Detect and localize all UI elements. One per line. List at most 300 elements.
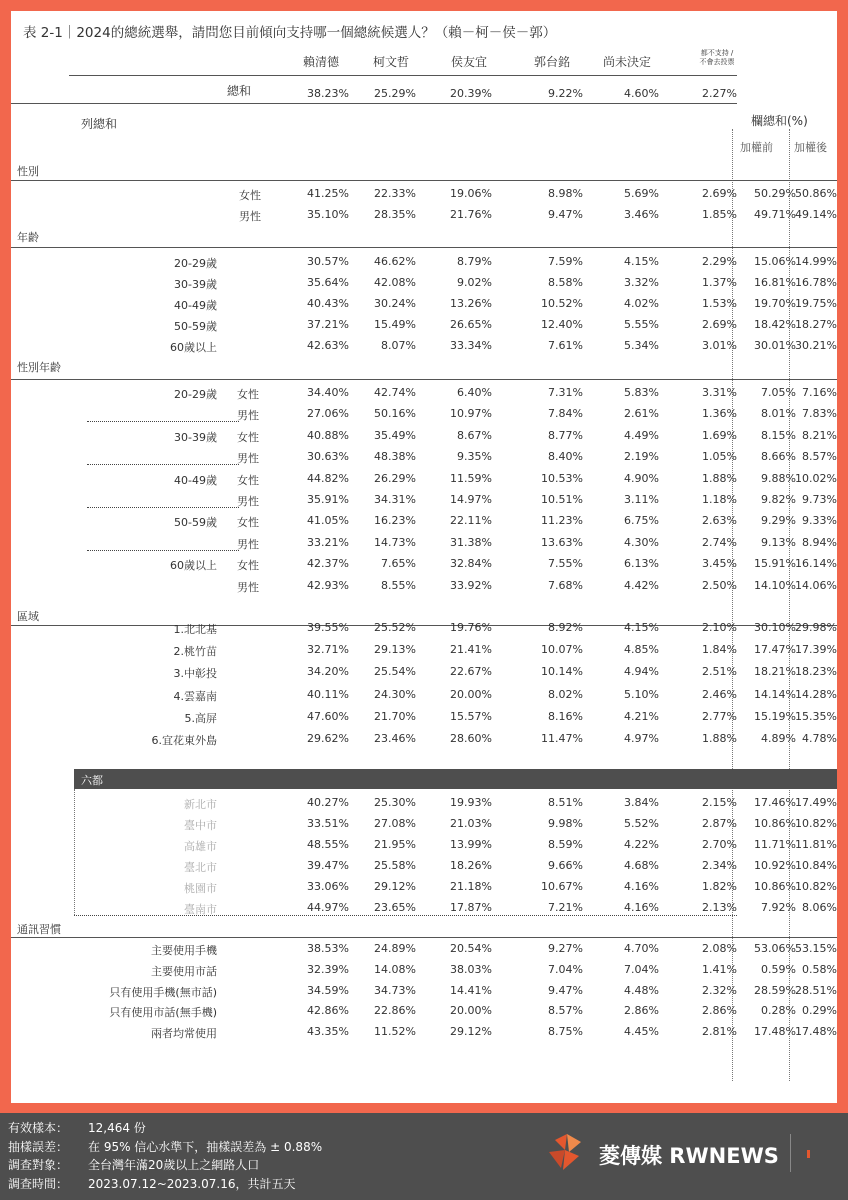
data-cell: 30.63% [307, 450, 349, 464]
weight-after-cell: 8.57% [802, 450, 837, 464]
row-label: 桃園市 [184, 882, 217, 895]
data-cell: 8.77% [548, 428, 583, 442]
row-group-label: 50-59歲 [174, 516, 217, 530]
data-cell: 2.19% [624, 450, 659, 464]
weight-before-cell: 14.14% [754, 687, 796, 701]
weight-after-cell: 14.28% [795, 687, 837, 701]
weight-before-cell: 30.10% [754, 621, 796, 634]
weight-before-label: 加權前 [740, 141, 773, 154]
data-cell: 4.85% [624, 643, 659, 657]
total-cell: 4.60% [624, 87, 659, 100]
row-label: 2.桃竹苗 [173, 645, 217, 659]
data-cell: 23.46% [374, 732, 416, 745]
total-label: 總和 [226, 84, 251, 98]
data-cell: 1.85% [702, 208, 737, 221]
row-label: 男性 [237, 495, 259, 508]
data-cell: 18.26% [450, 859, 492, 872]
six-side-rule [74, 789, 75, 915]
row-label: 50-59歲 [174, 320, 217, 333]
data-cell: 34.20% [307, 665, 349, 679]
data-cell: 15.49% [374, 318, 416, 331]
data-cell: 4.16% [624, 901, 659, 914]
data-cell: 2.70% [702, 838, 737, 851]
data-cell: 29.12% [374, 880, 416, 893]
row-label: 兩者均常使用 [151, 1027, 217, 1041]
row-group-label: 30-39歲 [174, 430, 217, 444]
data-cell: 17.87% [450, 901, 492, 914]
data-cell: 40.43% [307, 297, 349, 310]
weight-after-cell: 17.39% [795, 643, 837, 657]
data-cell: 8.07% [381, 339, 416, 352]
section-rule [11, 379, 837, 380]
data-cell: 1.36% [702, 407, 737, 421]
weight-before-cell: 9.82% [761, 493, 796, 506]
data-cell: 2.50% [702, 578, 737, 592]
data-cell: 8.79% [457, 255, 492, 268]
weight-before-cell: 0.59% [761, 962, 796, 976]
data-cell: 5.52% [624, 817, 659, 830]
data-cell: 3.45% [702, 557, 737, 571]
data-cell: 10.07% [541, 643, 583, 657]
weight-before-cell: 8.15% [761, 428, 796, 442]
data-cell: 28.60% [450, 732, 492, 745]
row-label: 男性 [239, 210, 261, 223]
weight-before-cell: 19.70% [754, 297, 796, 310]
data-cell: 19.93% [450, 796, 492, 809]
logo [545, 1130, 835, 1174]
data-cell: 42.74% [374, 386, 416, 399]
data-cell: 42.93% [307, 578, 349, 592]
data-cell: 10.53% [541, 471, 583, 485]
total-cell: 38.23% [307, 87, 349, 100]
data-cell: 1.82% [702, 880, 737, 893]
data-cell: 39.55% [307, 621, 349, 634]
weight-after-cell: 15.35% [795, 709, 837, 723]
data-cell: 25.58% [374, 859, 416, 872]
data-cell: 41.25% [307, 187, 349, 200]
data-cell: 38.53% [307, 942, 349, 955]
data-cell: 1.37% [702, 276, 737, 289]
data-cell: 34.31% [374, 493, 416, 506]
data-cell: 2.34% [702, 859, 737, 872]
data-cell: 28.35% [374, 208, 416, 221]
data-cell: 2.86% [702, 1004, 737, 1018]
weight-before-cell: 8.01% [761, 407, 796, 421]
weight-after-cell: 8.94% [802, 535, 837, 549]
row-label: 高雄市 [184, 840, 217, 853]
section-label: 通訊習慣 [17, 923, 61, 936]
weight-before-cell: 15.91% [754, 557, 796, 571]
data-cell: 5.83% [624, 386, 659, 399]
data-cell: 42.86% [307, 1004, 349, 1018]
row-label: 只有使用市話(無手機) [109, 1006, 217, 1020]
row-label: 男性 [237, 537, 259, 551]
col-total-label: 列總和 [81, 117, 118, 131]
data-cell: 11.59% [450, 471, 492, 485]
data-cell: 32.39% [307, 962, 349, 976]
weight-after-cell: 0.29% [802, 1004, 837, 1018]
rwnews-logo-icon [545, 1130, 593, 1174]
data-cell: 4.70% [624, 942, 659, 955]
data-cell: 15.57% [450, 709, 492, 723]
weight-after-cell: 10.82% [795, 817, 837, 830]
data-cell: 13.63% [541, 535, 583, 549]
footer-value: 全台灣年滿20歲以上之網路人口 [88, 1158, 260, 1172]
data-cell: 19.76% [450, 621, 492, 634]
data-cell: 31.38% [450, 535, 492, 549]
footer-row [8, 1119, 146, 1136]
logo-text: 菱傳媒 RWNEWS [599, 1144, 779, 1168]
row-label: 男性 [237, 409, 259, 423]
data-cell: 35.10% [307, 208, 349, 221]
data-cell: 9.98% [548, 817, 583, 830]
data-cell: 4.94% [624, 665, 659, 679]
six-bottom-rule [74, 915, 737, 916]
weight-after-cell: 0.58% [802, 962, 837, 976]
weight-after-label: 加權後 [794, 141, 827, 154]
data-cell: 8.02% [548, 687, 583, 701]
row-label: 女性 [239, 189, 261, 202]
data-cell: 3.01% [702, 339, 737, 352]
data-cell: 10.52% [541, 297, 583, 310]
footer-value: 在 95% 信心水準下，抽樣誤差為 ± 0.88% [88, 1139, 323, 1154]
data-cell: 30.57% [307, 255, 349, 268]
weight-after-cell: 10.82% [795, 880, 837, 893]
weight-before-cell: 15.06% [754, 255, 796, 268]
section-label: 區域 [17, 610, 39, 623]
data-cell: 7.31% [548, 386, 583, 399]
data-cell: 38.03% [450, 962, 492, 976]
data-cell: 7.59% [548, 255, 583, 268]
total-cell: 25.29% [374, 87, 416, 100]
data-cell: 40.11% [307, 687, 349, 701]
footer-value: 12,464 份 [88, 1121, 146, 1135]
weight-after-cell: 16.14% [795, 557, 837, 571]
row-label: 臺南市 [184, 903, 217, 916]
data-cell: 2.69% [702, 318, 737, 331]
data-cell: 3.32% [624, 276, 659, 289]
weight-after-cell: 17.48% [795, 1025, 837, 1039]
data-cell: 6.75% [624, 514, 659, 528]
header-rule [69, 75, 737, 76]
data-cell: 16.23% [374, 514, 416, 528]
data-cell: 2.10% [702, 621, 737, 634]
data-cell: 21.03% [450, 817, 492, 830]
weight-after-cell: 10.02% [795, 471, 837, 485]
data-cell: 48.55% [307, 838, 349, 851]
data-cell: 29.13% [374, 643, 416, 657]
data-cell: 4.49% [624, 428, 659, 442]
data-cell: 10.51% [541, 493, 583, 506]
column-separator [732, 129, 733, 1081]
total-cell: 2.27% [702, 87, 737, 100]
data-cell: 2.77% [702, 709, 737, 723]
data-cell: 32.84% [450, 557, 492, 571]
footer-key: 抽樣誤差： [8, 1139, 69, 1154]
weight-before-cell: 53.06% [754, 942, 796, 955]
data-cell: 1.41% [702, 962, 737, 976]
data-cell: 4.48% [624, 983, 659, 997]
weight-after-cell: 9.33% [802, 514, 837, 528]
data-cell: 25.52% [374, 621, 416, 634]
weight-after-cell: 4.78% [802, 732, 837, 745]
row-label: 3.中彰投 [173, 667, 217, 681]
data-cell: 6.13% [624, 557, 659, 571]
data-cell: 35.64% [307, 276, 349, 289]
data-cell: 1.88% [702, 732, 737, 745]
group-dotted-rule [87, 550, 239, 551]
data-cell: 3.84% [624, 796, 659, 809]
data-cell: 2.51% [702, 665, 737, 679]
data-cell: 2.86% [624, 1004, 659, 1018]
weight-before-cell: 0.28% [761, 1004, 796, 1018]
data-cell: 8.40% [548, 450, 583, 464]
data-cell: 8.75% [548, 1025, 583, 1039]
weight-before-cell: 17.47% [754, 643, 796, 657]
weight-before-cell: 18.21% [754, 665, 796, 679]
data-cell: 33.06% [307, 880, 349, 893]
row-label: 男性 [237, 452, 259, 466]
data-cell: 29.12% [450, 1025, 492, 1039]
data-cell: 39.47% [307, 859, 349, 872]
weight-after-cell: 10.84% [795, 859, 837, 872]
weight-before-cell: 16.81% [754, 276, 796, 289]
data-cell: 5.34% [624, 339, 659, 352]
weight-after-cell: 8.21% [802, 428, 837, 442]
column-header: 郭台銘 [533, 55, 570, 69]
weight-before-cell: 15.19% [754, 709, 796, 723]
data-cell: 11.23% [541, 514, 583, 528]
data-cell: 8.59% [548, 838, 583, 851]
data-cell: 9.35% [457, 450, 492, 464]
data-cell: 35.49% [374, 428, 416, 442]
row-label: 只有使用手機(無市話) [109, 985, 217, 999]
data-cell: 33.92% [450, 578, 492, 592]
total-rule [11, 103, 737, 104]
data-cell: 8.16% [548, 709, 583, 723]
weight-before-cell: 10.92% [754, 859, 796, 872]
data-cell: 7.04% [548, 962, 583, 976]
data-cell: 4.21% [624, 709, 659, 723]
data-cell: 8.51% [548, 796, 583, 809]
data-cell: 43.35% [307, 1025, 349, 1039]
row-label: 臺北市 [184, 861, 217, 874]
data-cell: 7.04% [624, 962, 659, 976]
weight-before-cell: 9.88% [761, 471, 796, 485]
weight-after-cell: 16.78% [795, 276, 837, 289]
data-cell: 1.53% [702, 297, 737, 310]
data-cell: 5.69% [624, 187, 659, 200]
weight-before-cell: 14.10% [754, 578, 796, 592]
footer-key: 調查對象： [8, 1158, 69, 1172]
data-cell: 2.74% [702, 535, 737, 549]
data-cell: 46.62% [374, 255, 416, 268]
data-cell: 1.84% [702, 643, 737, 657]
column-header-none [687, 49, 747, 67]
data-cell: 10.97% [450, 407, 492, 421]
data-cell: 22.86% [374, 1004, 416, 1018]
data-cell: 9.27% [548, 942, 583, 955]
weight-before-cell: 10.86% [754, 817, 796, 830]
data-cell: 12.40% [541, 318, 583, 331]
footer-row [8, 1156, 259, 1173]
data-cell: 2.87% [702, 817, 737, 830]
data-cell: 22.67% [450, 665, 492, 679]
group-dotted-rule [87, 421, 239, 422]
data-cell: 20.00% [450, 687, 492, 701]
data-cell: 3.46% [624, 208, 659, 221]
row-label: 女性 [237, 473, 259, 487]
data-cell: 33.34% [450, 339, 492, 352]
weight-before-cell: 30.01% [754, 339, 796, 352]
data-cell: 41.05% [307, 514, 349, 528]
data-cell: 4.15% [624, 255, 659, 268]
column-header: 賴清德 [302, 55, 339, 69]
weight-after-cell: 11.81% [795, 838, 837, 851]
data-cell: 4.16% [624, 880, 659, 893]
data-cell: 21.41% [450, 643, 492, 657]
weight-after-cell: 18.27% [795, 318, 837, 331]
data-cell: 24.89% [374, 942, 416, 955]
row-label: 主要使用手機 [151, 944, 217, 957]
data-cell: 7.68% [548, 578, 583, 592]
data-cell: 4.42% [624, 578, 659, 592]
data-cell: 8.67% [457, 428, 492, 442]
data-cell: 25.30% [374, 796, 416, 809]
data-cell: 1.05% [702, 450, 737, 464]
weight-after-cell: 18.23% [795, 665, 837, 679]
data-cell: 9.47% [548, 208, 583, 221]
weight-after-cell: 53.15% [795, 942, 837, 955]
data-cell: 33.51% [307, 817, 349, 830]
data-cell: 13.26% [450, 297, 492, 310]
six-section-bar [74, 769, 837, 789]
data-cell: 32.71% [307, 643, 349, 657]
data-cell: 2.29% [702, 255, 737, 268]
data-cell: 8.98% [548, 187, 583, 200]
row-label: 1.北北基 [173, 623, 217, 636]
group-dotted-rule [87, 507, 239, 508]
data-cell: 11.47% [541, 732, 583, 745]
weight-before-cell: 50.29% [754, 187, 796, 200]
data-cell: 20.00% [450, 1004, 492, 1018]
data-cell: 48.38% [374, 450, 416, 464]
data-cell: 9.47% [548, 983, 583, 997]
section-label: 年齡 [17, 231, 39, 244]
data-cell: 13.99% [450, 838, 492, 851]
row-label: 主要使用市話 [151, 964, 217, 978]
weight-after-cell: 49.14% [795, 208, 837, 221]
row-label: 女性 [237, 388, 259, 401]
data-cell: 40.88% [307, 428, 349, 442]
data-cell: 3.11% [624, 493, 659, 506]
footer-row [8, 1175, 295, 1192]
data-cell: 21.95% [374, 838, 416, 851]
weight-before-cell: 9.13% [761, 535, 796, 549]
data-cell: 2.69% [702, 187, 737, 200]
data-cell: 26.29% [374, 471, 416, 485]
data-cell: 1.69% [702, 428, 737, 442]
data-cell: 37.21% [307, 318, 349, 331]
row-label: 6.宜花東外島 [151, 734, 217, 747]
data-cell: 8.57% [548, 1004, 583, 1018]
weight-after-cell: 50.86% [795, 187, 837, 200]
row-label: 30-39歲 [174, 278, 217, 291]
data-cell: 33.21% [307, 535, 349, 549]
data-cell: 2.81% [702, 1025, 737, 1039]
data-cell: 11.52% [374, 1025, 416, 1039]
data-cell: 21.70% [374, 709, 416, 723]
data-cell: 30.24% [374, 297, 416, 310]
weight-before-cell: 10.86% [754, 880, 796, 893]
data-cell: 4.22% [624, 838, 659, 851]
data-cell: 4.97% [624, 732, 659, 745]
weight-after-cell: 14.06% [795, 578, 837, 592]
data-cell: 14.41% [450, 983, 492, 997]
footer-row [8, 1138, 322, 1155]
data-cell: 34.73% [374, 983, 416, 997]
data-cell: 8.55% [381, 578, 416, 592]
row-label: 女性 [237, 559, 259, 573]
row-label: 60歲以上 [170, 341, 217, 354]
data-cell: 22.33% [374, 187, 416, 200]
row-label: 女性 [237, 516, 259, 530]
weight-after-cell: 19.75% [795, 297, 837, 310]
weight-before-cell: 17.48% [754, 1025, 796, 1039]
data-cell: 4.90% [624, 471, 659, 485]
data-cell: 7.55% [548, 557, 583, 571]
data-cell: 44.97% [307, 901, 349, 914]
weight-before-cell: 17.46% [754, 796, 796, 809]
data-cell: 2.61% [624, 407, 659, 421]
data-cell: 50.16% [374, 407, 416, 421]
data-cell: 8.92% [548, 621, 583, 634]
weight-before-cell: 49.71% [754, 208, 796, 221]
weight-after-cell: 17.49% [795, 796, 837, 809]
data-cell: 3.31% [702, 386, 737, 399]
weight-before-cell: 28.59% [754, 983, 796, 997]
data-cell: 26.65% [450, 318, 492, 331]
data-cell: 9.66% [548, 859, 583, 872]
weight-before-cell: 7.92% [761, 901, 796, 914]
weight-after-cell: 9.73% [802, 493, 837, 506]
section-rule [11, 937, 837, 938]
row-label: 男性 [237, 580, 259, 594]
weight-before-cell: 9.29% [761, 514, 796, 528]
data-cell: 6.40% [457, 386, 492, 399]
data-cell: 7.65% [381, 557, 416, 571]
data-cell: 44.82% [307, 471, 349, 485]
data-cell: 2.46% [702, 687, 737, 701]
weight-before-cell: 18.42% [754, 318, 796, 331]
row-group-label: 40-49歲 [174, 473, 217, 487]
section-label: 性別年齡 [17, 361, 61, 374]
data-cell: 2.32% [702, 983, 737, 997]
data-cell: 35.91% [307, 493, 349, 506]
footer-value: 2023.07.12~2023.07.16，共計五天 [88, 1176, 296, 1191]
data-cell: 7.84% [548, 407, 583, 421]
weight-before-cell: 8.66% [761, 450, 796, 464]
data-cell: 4.45% [624, 1025, 659, 1039]
weight-after-cell: 7.83% [802, 407, 837, 421]
column-header: 侯友宜 [450, 55, 487, 69]
data-cell: 25.54% [374, 665, 416, 679]
data-cell: 4.30% [624, 535, 659, 549]
data-cell: 14.97% [450, 493, 492, 506]
row-label: 5.高屏 [184, 711, 217, 725]
weight-after-cell: 28.51% [795, 983, 837, 997]
data-cell: 27.08% [374, 817, 416, 830]
